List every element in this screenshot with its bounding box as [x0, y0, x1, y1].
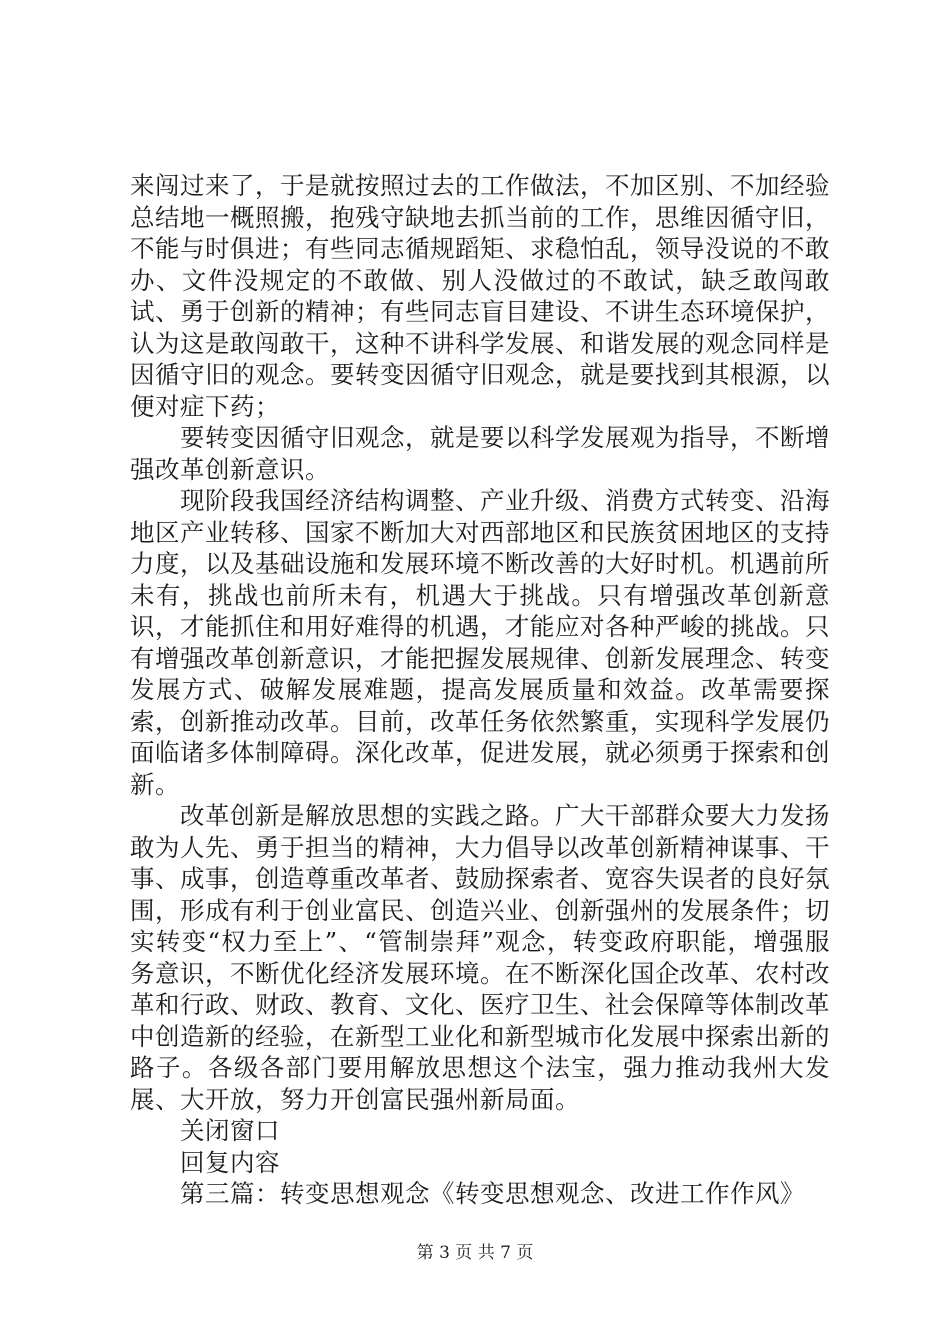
- document-body: [130, 170, 830, 1210]
- paragraph: 改革创新是解放思想的实践之路。广大干部群众要大力发扬敢为人先、勇于担当的精神，大力倡导以改革创新精神谋事、干事、成事，创造尊重改革者、鼓励探索者、宽容失误者的良好氛围，形成有利于创业富民、创造兴业、创新强州的发展条件；切实转变“权力至上”、“管制崇拜”观念，转变政府职能，增强服务意识，不断优化经济发展环境。在不断深化国企改革、农村改革和行政、财政、教育、文化、医疗卫生、社会保障等体制改革中创造新的经验，在新型工业化和新型城市化发展中探索出新的路子。各级各部门要用解放思想这个法宝，强力推动我州大发展、大开放，努力开创富民强州新局面。: [130, 801, 830, 1114]
- close-window-text: 关闭窗口: [180, 1116, 280, 1145]
- page-number-footer: 第 3 页 共 7 页: [416, 1243, 534, 1263]
- paragraph: 来闯过来了，于是就按照过去的工作做法，不加区别、不加经验总结地一概照搬，抱残守缺地去抓当前的工作，思维因循守旧，不能与时俱进；有些同志循规蹈矩、求稳怕乱，领导没说的不敢办、文件没规定的不敢做、别人没做过的不敢试，缺乏敢闯敢试、勇于创新的精神；有些同志盲目建设、不讲生态环境保护，认为这是敢闯敢干，这种不讲科学发展、和谐发展的观念同样是因循守旧的观念。要转变因循守旧观念，就是要找到其根源，以便对症下药；: [130, 171, 830, 421]
- reply-content-text: 回复内容: [180, 1147, 280, 1177]
- paragraph: 现阶段我国经济结构调整、产业升级、消费方式转变、沿海地区产业转移、国家不断加大对西部地区和民族贫困地区的支持力度，以及基础设施和发展环境不断改善的大好时机。机遇前所未有，挑战也前所未有，机遇大于挑战。只有增强改革创新意识，才能抓住和用好难得的机遇，才能应对各种严峻的挑战。只有增强改革创新意识，才能把握发展规律、创新发展理念、转变发展方式、破解发展难题，提高发展质量和效益。改革需要探索，创新推动改革。目前，改革任务依然繁重，实现科学发展仍面临诸多体制障碍。深化改革，促进发展，就必须勇于探索和创新。: [130, 486, 830, 799]
- section-heading: 第三篇：转变思想观念《转变思想观念、改进工作作风》: [180, 1179, 805, 1208]
- paragraph: 要转变因循守旧观念，就是要以科学发展观为指导，不断增强改革创新意识。: [130, 423, 830, 484]
